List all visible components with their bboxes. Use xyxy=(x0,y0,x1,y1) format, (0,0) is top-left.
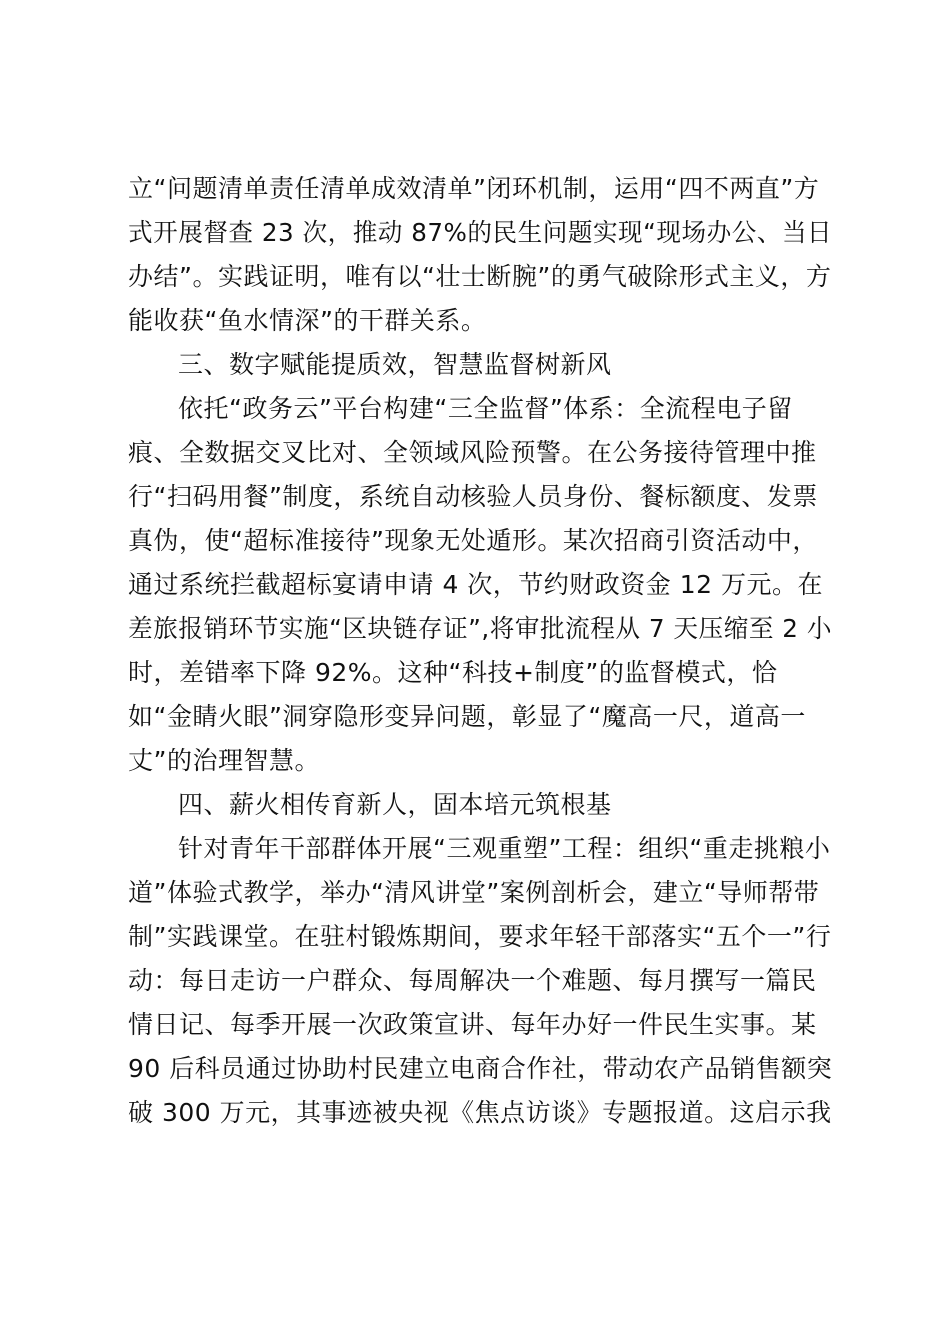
text-line: 时，差错率下降 92%。这种“科技+制度”的监督模式，恰 xyxy=(128,658,778,687)
text-line: 式开展督查 23 次，推动 87%的民生问题实现“现场办公、当日 xyxy=(128,218,833,247)
text-line: 90 后科员通过协助村民建立电商合作社，带动农产品销售额突 xyxy=(128,1054,833,1083)
text-line: 如“金睛火眼”洞穿隐形变异问题，彰显了“魔高一尺，道高一 xyxy=(128,702,806,731)
text-line: 丈”的治理智慧。 xyxy=(128,746,320,775)
section-heading: 四、薪火相传育新人，固本培元筑根基 xyxy=(178,790,612,819)
text-line: 破 300 万元，其事迹被央视《焦点访谈》专题报道。这启示我 xyxy=(128,1098,832,1127)
text-line: 差旅报销环节实施“区块链存证”,将审批流程从 7 天压缩至 2 小 xyxy=(128,614,832,643)
text-line: 通过系统拦截超标宴请申请 4 次，节约财政资金 12 万元。在 xyxy=(128,570,824,599)
text-line: 能收获“鱼水情深”的干群关系。 xyxy=(128,306,487,335)
text-line: 情日记、每季开展一次政策宣讲、每年办好一件民生实事。某 xyxy=(128,1010,817,1039)
text-line: 依托“政务云”平台构建“三全监督”体系：全流程电子留 xyxy=(178,394,793,423)
section-heading: 三、数字赋能提质效，智慧监督树新风 xyxy=(178,350,612,379)
text-line: 办结”。实践证明，唯有以“壮士断腕”的勇气破除形式主义，方 xyxy=(128,262,832,291)
text-line: 行“扫码用餐”制度，系统自动核验人员身份、餐标额度、发票 xyxy=(128,482,818,511)
text-line: 针对青年干部群体开展“三观重塑”工程：组织“重走挑粮小 xyxy=(178,834,831,863)
text-line: 真伪，使“超标准接待”现象无处遁形。某次招商引资活动中， xyxy=(128,526,818,555)
text-line: 制”实践课堂。在驻村锻炼期间，要求年轻干部落实“五个一”行 xyxy=(128,922,832,951)
text-line: 痕、全数据交叉比对、全领域风险预警。在公务接待管理中推 xyxy=(128,438,817,467)
text-line: 动：每日走访一户群众、每周解决一个难题、每月撰写一篇民 xyxy=(128,966,817,995)
text-line: 立“问题清单责任清单成效清单”闭环机制，运用“四不两直”方 xyxy=(128,174,820,203)
text-line: 道”体验式教学，举办“清风讲堂”案例剖析会，建立“导师帮带 xyxy=(128,878,820,907)
